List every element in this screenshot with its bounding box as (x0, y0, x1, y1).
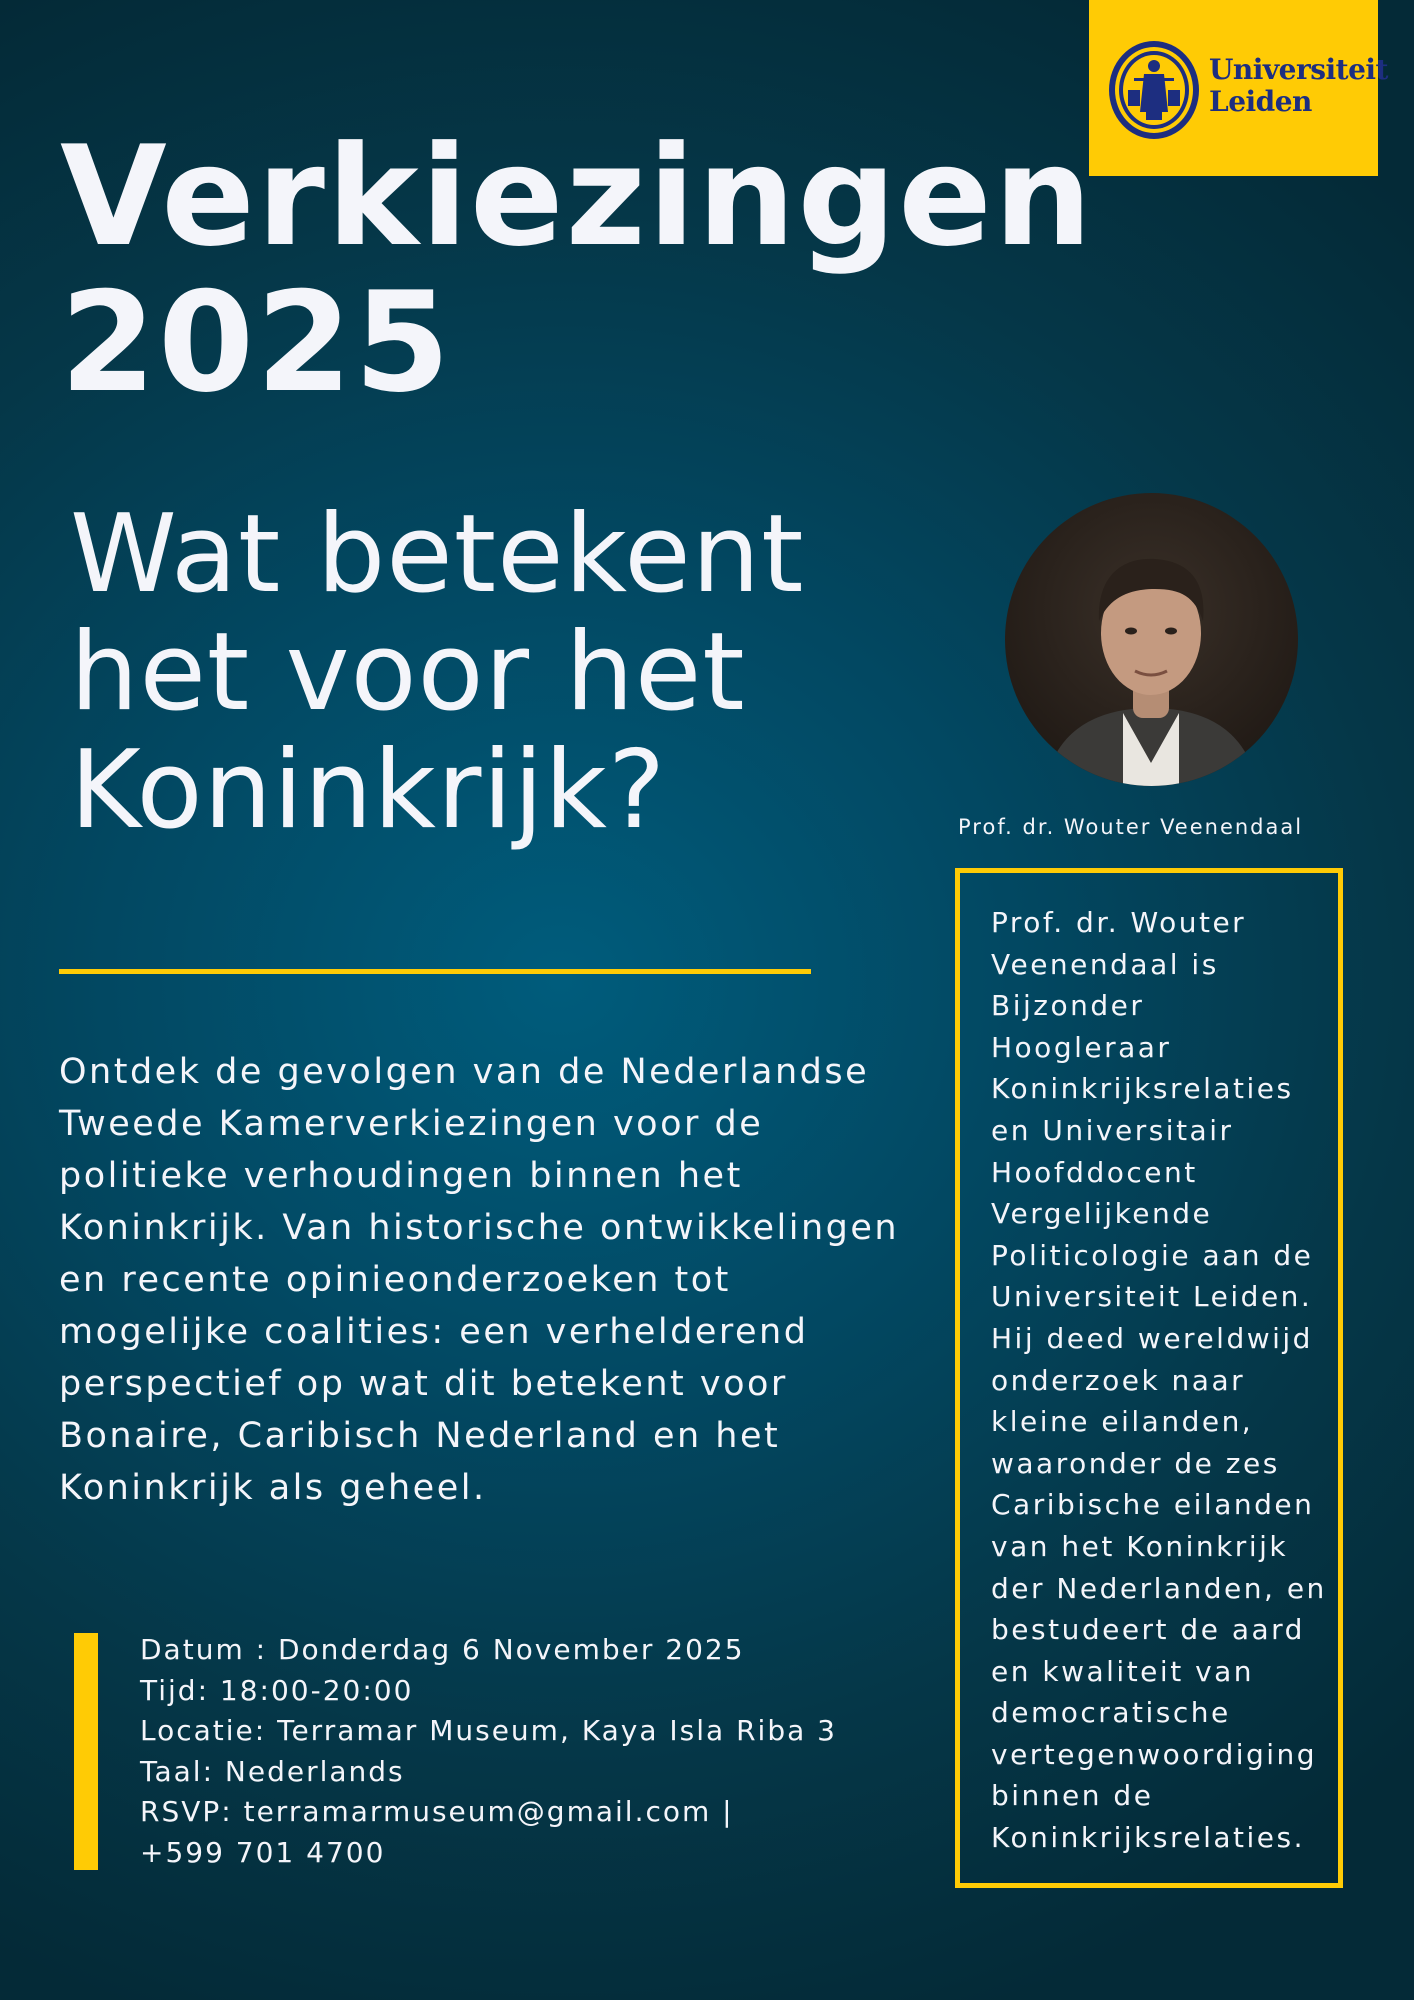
event-date: Datum : Donderdag 6 November 2025 (140, 1633, 745, 1666)
intro-paragraph: Ontdek de gevolgen van de Nederlandse Tweede Kamerverkiezingen voor de politieke verhoudingen binnen het Koninkrijk. Van historische ontwikkelingen en recente opinieonderzoeken tot mogelijke coalities: een verhelderend perspectief op wat dit betekent voor Bonaire, Caribisch Nederland en het Koninkrijk als geheel. (59, 1052, 900, 1508)
question-line-1: Wat betekent (70, 492, 805, 617)
event-details (140, 1630, 837, 1873)
speaker-bio: Prof. dr. Wouter Veenendaal is Bijzonder Hoogleraar Koninkrijksrelaties en Universitair Hoofddocent Vergelijkende Politicologie aan de Universiteit Leiden. Hij deed wereldwijd onderzoek naar kleine eilanden, waaronder de zes Caribische eilanden van het Koninkrijk der Nederlanden, en bestudeert de aard en kwaliteit van democratische vertegenwoordiging binnen de Koninkrijksrelaties. (991, 906, 1327, 1855)
event-location: Locatie: Terramar Museum, Kaya Isla Riba 3 (140, 1714, 837, 1747)
event-question-heading (70, 492, 805, 853)
page-title (60, 116, 1095, 423)
title-line-2: 2025 (60, 262, 453, 423)
title-line-1: Verkiezingen (60, 116, 1095, 277)
event-rsvp-phone: +599 701 4700 (140, 1835, 386, 1869)
logo-line-1: Universiteit (1209, 53, 1388, 86)
event-rsvp: RSVP: terramarmuseum@gmail.com | (140, 1795, 734, 1828)
speaker-portrait (1005, 493, 1298, 786)
university-logo (1089, 0, 1388, 176)
logo-line-2: Leiden (1209, 85, 1312, 118)
university-seal-icon (1106, 38, 1202, 142)
event-language: Taal: Nederlands (140, 1754, 405, 1788)
details-accent-bar (74, 1633, 98, 1870)
speaker-caption: Prof. dr. Wouter Veenendaal (958, 815, 1304, 839)
question-line-3: Koninkrijk? (70, 728, 667, 853)
speaker-photo-illustration (1005, 493, 1298, 786)
question-line-2: het voor het (70, 610, 746, 735)
section-divider (59, 969, 811, 974)
event-time: Tijd: 18:00-20:00 (140, 1673, 414, 1707)
logo-wordmark (1209, 54, 1388, 118)
